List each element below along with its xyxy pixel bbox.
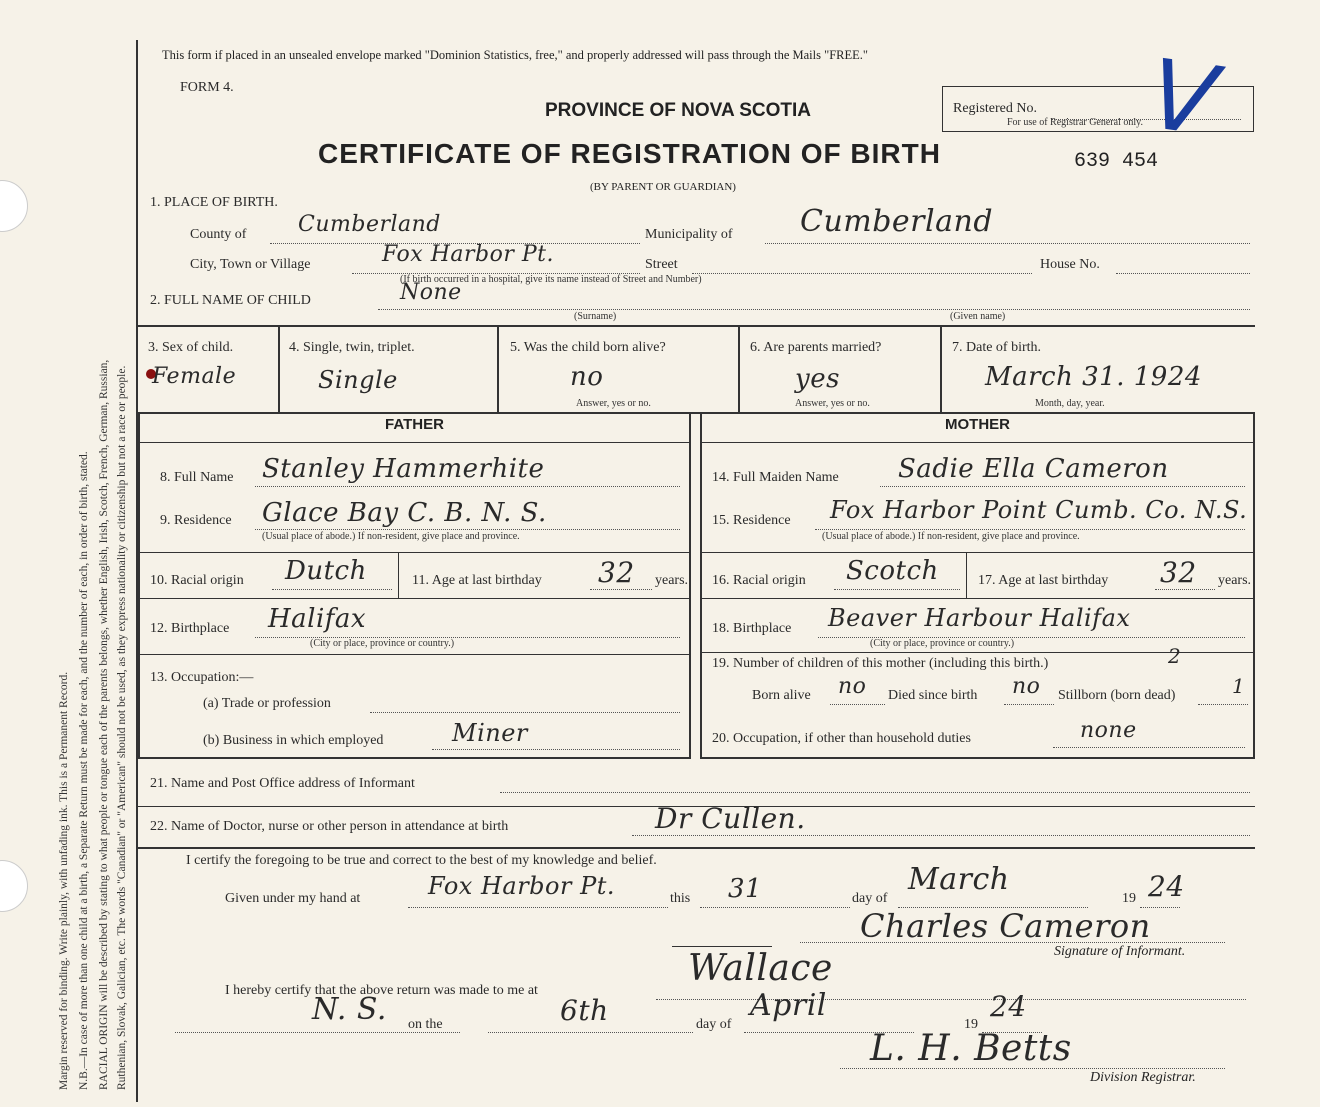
on-the-label: on the bbox=[408, 1017, 443, 1032]
father-residence-value: Glace Bay C. B. N. S. bbox=[262, 498, 547, 528]
registrar-signature: L. H. Betts bbox=[870, 1028, 1072, 1069]
father-birthplace-label: 12. Birthplace bbox=[150, 621, 230, 636]
father-name-label: 8. Full Name bbox=[160, 470, 234, 485]
father-name-value: Stanley Hammerhite bbox=[262, 454, 545, 484]
city-label: City, Town or Village bbox=[190, 257, 311, 272]
doctor-label: 22. Name of Doctor, nurse or other person in attendance at birth bbox=[150, 819, 509, 834]
mother-residence-note: (Usual place of abode.) If non-resident, give place and province. bbox=[822, 531, 1080, 542]
street-label: Street bbox=[645, 257, 678, 272]
father-heading: FATHER bbox=[385, 416, 444, 433]
given-name-note: (Given name) bbox=[950, 311, 1006, 322]
day-of-label: day of bbox=[852, 891, 888, 906]
registrar-place-value: Wallace bbox=[688, 948, 833, 989]
died-value: no bbox=[1012, 674, 1041, 699]
father-race-label: 10. Racial origin bbox=[150, 573, 244, 588]
mail-notice: This form if placed in an unsealed envelope marked "Dominion Statistics, free," and properly addressed will pass through the Mails "FREE." bbox=[162, 48, 869, 62]
father-age-label: 11. Age at last birthday bbox=[412, 573, 542, 588]
born-alive-count-label: Born alive bbox=[752, 688, 811, 703]
sex-value: Female bbox=[152, 364, 237, 389]
child-name-value: None bbox=[400, 280, 462, 305]
mother-heading: MOTHER bbox=[945, 416, 1010, 433]
this-label: this bbox=[670, 891, 691, 906]
mother-age-label: 17. Age at last birthday bbox=[978, 573, 1109, 588]
mother-birthplace-note: (City or place, province or country.) bbox=[870, 638, 1015, 649]
place-of-birth-label: 1. PLACE OF BIRTH. bbox=[150, 195, 278, 210]
city-value: Fox Harbor Pt. bbox=[382, 242, 554, 267]
father-birthplace-note: (City or place, province or country.) bbox=[310, 638, 455, 649]
mother-age-value: 32 bbox=[1160, 556, 1197, 589]
father-birthplace-value: Halifax bbox=[268, 604, 367, 634]
mother-residence-value: Fox Harbor Point Cumb. Co. N.S. bbox=[830, 496, 1248, 524]
registrar-day-of-label: day of bbox=[696, 1017, 732, 1032]
municipality-value: Cumberland bbox=[800, 204, 994, 239]
plurality-value: Single bbox=[318, 366, 398, 394]
mother-occupation-value: none bbox=[1080, 718, 1137, 743]
mother-race-value: Scotch bbox=[846, 556, 939, 586]
given-month-value: March bbox=[908, 862, 1010, 897]
county-label: County of bbox=[190, 227, 247, 242]
plurality-label: 4. Single, twin, triplet. bbox=[289, 340, 415, 355]
dob-label: 7. Date of birth. bbox=[952, 340, 1042, 355]
mother-residence-label: 15. Residence bbox=[712, 513, 791, 528]
given-year-prefix: 19 bbox=[1122, 891, 1136, 906]
parents-married-label: 6. Are parents married? bbox=[750, 340, 882, 355]
certificate-number: 639 454 bbox=[1074, 150, 1159, 173]
hospital-note: (If birth occurred in a hospital, give its name instead of Street and Number) bbox=[400, 274, 702, 285]
trade-label: (a) Trade or profession bbox=[203, 696, 331, 711]
occupation-label: 13. Occupation:— bbox=[150, 670, 254, 685]
county-value: Cumberland bbox=[298, 212, 441, 237]
registrar-year-prefix: 19 bbox=[964, 1017, 978, 1032]
born-alive-label: 5. Was the child born alive? bbox=[510, 340, 666, 355]
registrar-year-value: 24 bbox=[990, 990, 1027, 1023]
registrar-month-value: April bbox=[750, 988, 827, 1023]
dob-note: Month, day, year. bbox=[1035, 398, 1105, 409]
father-age-value: 32 bbox=[598, 556, 635, 589]
certify-statement: I certify the foregoing to be true and correct to the best of my knowledge and belief. bbox=[186, 853, 657, 868]
born-alive-value: no bbox=[570, 362, 604, 392]
certificate-title: CERTIFICATE OF REGISTRATION OF BIRTH bbox=[318, 138, 941, 169]
sex-label: 3. Sex of child. bbox=[148, 340, 234, 355]
margin-note-racial-origin-2: Ruthenian, Slovak, Galician, etc. The words "Canadian" or "American" should not be used, as they express nationality or citizenship but not a race or people. bbox=[116, 365, 128, 1090]
father-race-value: Dutch bbox=[285, 556, 367, 586]
registrar-note: For use of Registrar General only. bbox=[1007, 117, 1143, 128]
margin-note-binding: Margin reserved for binding. Write plainly, with unfading ink. This is a Permanent Record. bbox=[58, 671, 70, 1090]
given-under-label: Given under my hand at bbox=[225, 891, 361, 906]
child-name-label: 2. FULL NAME OF CHILD bbox=[150, 293, 311, 308]
doctor-value: Dr Cullen. bbox=[655, 802, 806, 835]
informant-signature: Charles Cameron bbox=[860, 907, 1151, 945]
registrar-day-value: 6th bbox=[560, 994, 609, 1027]
mother-name-value: Sadie Ella Cameron bbox=[898, 454, 1169, 484]
province-title: PROVINCE OF NOVA SCOTIA bbox=[545, 100, 812, 121]
business-value: Miner bbox=[452, 719, 528, 747]
stillborn-label: Stillborn (born dead) bbox=[1058, 688, 1176, 703]
informant-label: 21. Name and Post Office address of Informant bbox=[150, 776, 415, 791]
mother-years: years. bbox=[1218, 573, 1252, 588]
registrar-label: Division Registrar. bbox=[1090, 1070, 1196, 1085]
father-years: years. bbox=[655, 573, 689, 588]
margin-note-multiple-births: N.B.—In case of more than one child at a birth, a Separate Return must be made for each, and the number of each, in order of birth, stated. bbox=[78, 451, 90, 1090]
died-label: Died since birth bbox=[888, 688, 978, 703]
parents-married-note: Answer, yes or no. bbox=[795, 398, 870, 409]
binder-hole bbox=[0, 180, 28, 232]
certificate-subtitle: (BY PARENT OR GUARDIAN) bbox=[590, 181, 736, 193]
informant-signature-label: Signature of Informant. bbox=[1054, 944, 1186, 959]
registrar-place2-value: N. S. bbox=[312, 992, 387, 1027]
house-number-label: House No. bbox=[1040, 257, 1100, 272]
children-count-value: 2 bbox=[1168, 644, 1182, 668]
mother-race-label: 16. Racial origin bbox=[712, 573, 806, 588]
born-alive-count-value: no bbox=[838, 674, 867, 699]
surname-note: (Surname) bbox=[574, 311, 617, 322]
given-day-value: 31 bbox=[728, 874, 763, 904]
municipality-label: Municipality of bbox=[645, 227, 733, 242]
mother-occupation-label: 20. Occupation, if other than household duties bbox=[712, 731, 971, 746]
binder-hole bbox=[0, 860, 28, 912]
dob-value: March 31. 1924 bbox=[985, 362, 1202, 392]
mother-name-label: 14. Full Maiden Name bbox=[712, 470, 839, 485]
mother-birthplace-label: 18. Birthplace bbox=[712, 621, 792, 636]
registrar-statement: I hereby certify that the above return was made to me at bbox=[225, 983, 538, 998]
business-label: (b) Business in which employed bbox=[203, 733, 384, 748]
stillborn-value: 1 bbox=[1232, 674, 1246, 698]
form-number: FORM 4. bbox=[180, 80, 234, 95]
margin-note-racial-origin: RACIAL ORIGIN will be described by stating to what people or tongue each of the parents belongs, whether English, Irish, Scotch, French, German, Russian, bbox=[98, 359, 110, 1090]
registered-label: Registered No. bbox=[953, 101, 1037, 116]
parents-married-value: yes bbox=[795, 364, 840, 394]
check-mark: V bbox=[1142, 37, 1224, 159]
given-year-value: 24 bbox=[1148, 870, 1185, 903]
born-alive-note: Answer, yes or no. bbox=[576, 398, 651, 409]
given-place-value: Fox Harbor Pt. bbox=[428, 872, 615, 900]
mother-birthplace-value: Beaver Harbour Halifax bbox=[828, 604, 1131, 632]
father-residence-label: 9. Residence bbox=[160, 513, 232, 528]
father-residence-note: (Usual place of abode.) If non-resident, give place and province. bbox=[262, 531, 520, 542]
children-count-label: 19. Number of children of this mother (including this birth.) bbox=[712, 656, 1049, 671]
